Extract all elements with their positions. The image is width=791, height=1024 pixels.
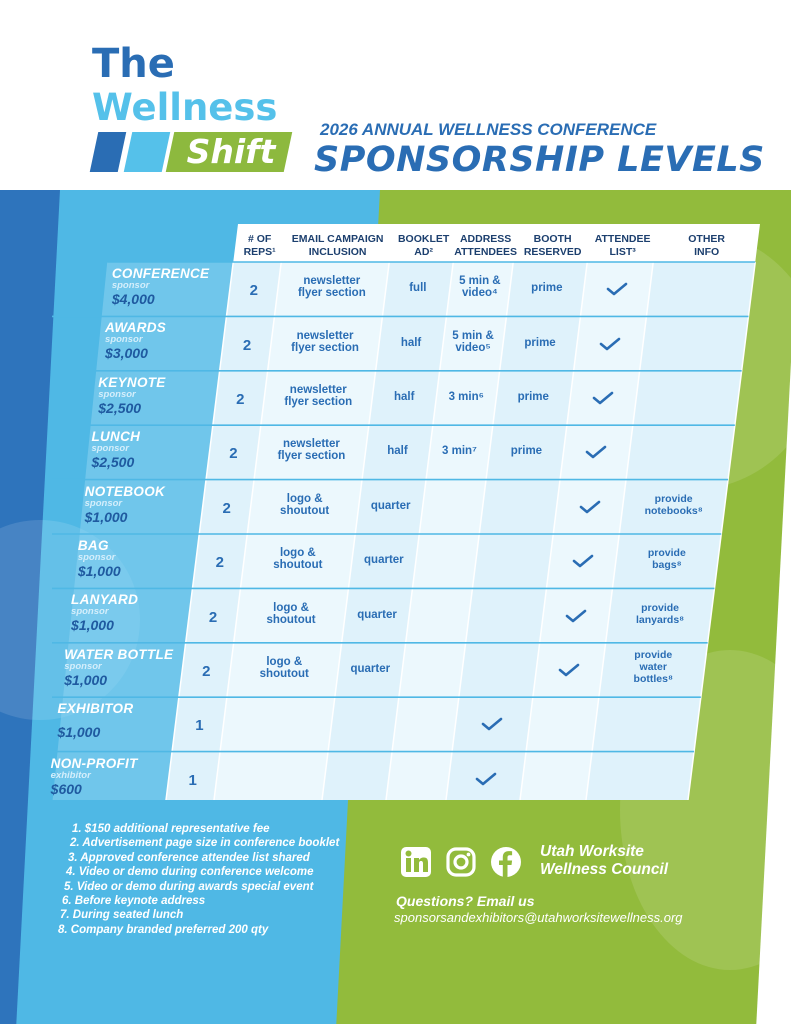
cell-line: ATTENDEES [454, 246, 518, 258]
cell-line: INFO [694, 246, 720, 258]
header [0, 0, 791, 195]
cell-line: AD² [414, 246, 433, 258]
level-price: $1,000 [64, 671, 108, 688]
row-label [51, 756, 138, 798]
cell-line: quarter [350, 663, 391, 675]
cell-line: newsletter [289, 384, 347, 396]
cell-line: provide [647, 547, 686, 560]
logo-line-wellness: Wellness [92, 86, 278, 129]
cell-line: half [394, 391, 415, 403]
cell-line: video⁵ [455, 341, 491, 354]
footnotes [58, 822, 339, 937]
other-info-cell [619, 493, 729, 517]
level-price: $1,000 [84, 508, 128, 525]
attendee-list-check-icon [592, 391, 614, 405]
cell-line: 1 [195, 717, 204, 735]
attendee-list-check-icon [585, 445, 607, 459]
row-label [91, 429, 140, 471]
cell-line: 2 [202, 663, 211, 680]
logo-line-shift: Shift [186, 132, 276, 171]
level-name: AWARDS [105, 320, 167, 336]
level-name: LUNCH [91, 429, 141, 445]
cell-line: logo & [279, 547, 316, 560]
level-name: KEYNOTE [98, 374, 166, 390]
cell-line: logo & [286, 492, 323, 505]
cell-line: quarter [370, 499, 411, 512]
cell-line: 5 min & [459, 275, 501, 288]
org-line-2: Wellness Council [540, 861, 669, 878]
instagram-icon[interactable] [445, 846, 477, 878]
level-type: exhibitor [50, 769, 91, 781]
level-price: $600 [50, 780, 82, 797]
cell-line: flyer section [297, 287, 366, 300]
cell-line: # OF [247, 233, 272, 245]
footnote-item: 7. During seated lunch [60, 909, 184, 922]
cell-line: provide [654, 492, 693, 505]
cell-line: EMAIL CAMPAIGN [291, 233, 384, 245]
level-price: $2,500 [98, 399, 142, 416]
cell-line: LIST³ [609, 246, 636, 258]
row-label [57, 701, 133, 741]
logo-line-the: The [92, 41, 175, 87]
level-name: LANYARD [71, 592, 139, 608]
level-name: CONFERENCE [111, 266, 210, 281]
level-type: sponsor [111, 280, 150, 291]
cell-line: full [409, 282, 427, 295]
cell-line: quarter [357, 608, 397, 621]
cell-line: half [387, 445, 408, 458]
footnote-item: 4. Video or demo during conference welcome [66, 866, 314, 879]
level-price: $1,000 [77, 563, 121, 579]
attendee-list-check-icon [565, 609, 587, 623]
footnote-item: 6. Before keynote address [62, 895, 206, 908]
cell-line: 3 min⁷ [442, 445, 477, 458]
cell-line: 2 [208, 608, 218, 626]
cell-line: 5 min & [452, 329, 494, 342]
level-price: $4,000 [111, 291, 155, 307]
facebook-icon[interactable] [490, 846, 522, 878]
attendee-list-check-icon [572, 554, 594, 568]
attendee-list-check-icon [579, 500, 601, 514]
cell-line: bottles⁸ [633, 673, 673, 685]
cell-line: logo & [273, 601, 309, 614]
column-header [288, 233, 388, 259]
cell-line: quarter [364, 554, 404, 567]
level-name: EXHIBITOR [57, 701, 134, 717]
cell-line: logo & [266, 656, 303, 668]
other-info-cell [605, 602, 715, 626]
cell-line: shoutout [259, 668, 309, 680]
conference-subtitle: 2026 ANNUAL WELLNESS CONFERENCE [320, 120, 657, 139]
cell-line: 2 [236, 391, 245, 408]
cell-line: 3 min⁶ [448, 391, 484, 403]
column-header [657, 233, 757, 259]
footnote-item: 2. Advertisement page size in conference booklet [70, 837, 340, 850]
booth-cell [478, 391, 588, 403]
cell-line: ATTENDEE [594, 233, 651, 245]
cell-line: water [639, 661, 667, 673]
level-name: WATER BOTTLE [64, 646, 174, 662]
level-name: NOTEBOOK [84, 483, 166, 499]
footnote-item: 3. Approved conference attendee list shared [68, 851, 310, 864]
organization-name [540, 843, 668, 879]
contact-question: Questions? Email us [396, 893, 535, 909]
row-label [85, 484, 165, 526]
level-price: $1,000 [57, 724, 101, 741]
cell-line: lanyards⁸ [635, 613, 685, 626]
row-label [105, 320, 166, 362]
cell-line: newsletter [282, 438, 340, 451]
level-type: sponsor [84, 497, 123, 509]
cell-line: INCLUSION [308, 246, 367, 258]
cell-line: 2 [249, 282, 259, 300]
other-info-cell [612, 547, 722, 571]
footnote-item: 1. $150 additional representative fee [72, 823, 270, 835]
booklet-cell [315, 663, 425, 675]
level-type: sponsor [98, 388, 136, 400]
cell-line: provide [641, 601, 680, 614]
booklet-cell [322, 609, 432, 621]
booth-cell [492, 282, 602, 294]
cell-line: 2 [215, 554, 225, 572]
booklet-cell [329, 554, 439, 566]
booth-cell [471, 445, 581, 457]
org-line-1: Utah Worksite [540, 843, 644, 860]
cell-line: OTHER [688, 233, 725, 245]
row-label [112, 266, 210, 308]
cell-line: shoutout [280, 504, 330, 517]
level-type: sponsor [105, 334, 143, 346]
cell-line: BOOKLET [397, 233, 450, 245]
level-name: BAG [77, 538, 109, 553]
cell-line: flyer section [277, 450, 346, 463]
booklet-cell [336, 500, 446, 512]
reps-cell [138, 772, 248, 789]
cell-line: REPS¹ [243, 246, 276, 258]
footnote-item: 5. Video or demo during awards special event [64, 880, 314, 893]
cell-line: 2 [222, 499, 231, 517]
cell-line: prime [517, 391, 549, 403]
cell-line: shoutout [266, 613, 316, 626]
level-type: sponsor [77, 552, 116, 563]
level-type: sponsor [71, 606, 109, 618]
other-info-cell [598, 649, 708, 685]
booth-check-icon [475, 772, 497, 786]
level-price: $3,000 [105, 345, 148, 362]
logo-bar-dark [90, 132, 127, 172]
cell-line: shoutout [273, 559, 323, 572]
level-type: sponsor [91, 443, 129, 455]
level-price: $1,000 [71, 617, 114, 634]
level-name: NON-PROFIT [50, 755, 138, 771]
cell-line: video⁴ [461, 287, 498, 300]
cell-line: flyer section [284, 396, 353, 408]
cell-line: RESERVED [523, 246, 582, 258]
attendee-list-check-icon [558, 663, 580, 677]
cell-line: prime [510, 445, 543, 458]
cell-line: 1 [188, 771, 197, 789]
booth-check-icon [481, 717, 503, 731]
contact-email-link[interactable]: sponsorsandexhibitors@utahworksitewellness.org [394, 910, 683, 925]
attendee-list-check-icon [606, 282, 628, 296]
cell-line: bags⁸ [652, 559, 682, 572]
cell-line: prime [531, 282, 563, 295]
cell-line: newsletter [296, 329, 354, 342]
cell-line: newsletter [303, 275, 361, 288]
reps-cell [144, 717, 254, 734]
cell-line: notebooks⁸ [644, 504, 703, 517]
level-price: $2,500 [91, 454, 135, 471]
cell-line: ADDRESS [459, 233, 512, 245]
sponsorship-table [52, 224, 760, 800]
cell-line: 2 [229, 445, 238, 463]
logo-bar-light [124, 132, 171, 172]
cell-line: BOOTH [533, 233, 572, 245]
booth-cell [485, 337, 595, 349]
cell-line: prime [524, 336, 556, 349]
page-title: SPONSORSHIP LEVELS [314, 140, 765, 180]
cell-line: flyer section [291, 341, 359, 354]
cell-line: 2 [242, 336, 252, 354]
linkedin-icon[interactable] [400, 846, 432, 878]
row-label [71, 592, 138, 634]
row-label [98, 375, 165, 417]
level-type: sponsor [64, 660, 102, 672]
attendee-list-check-icon [599, 337, 621, 351]
footnote-item: 8. Company branded preferred 200 qty [58, 923, 269, 936]
row-label [78, 538, 121, 580]
cell-line: half [400, 336, 422, 349]
cell-line: provide [634, 649, 673, 661]
